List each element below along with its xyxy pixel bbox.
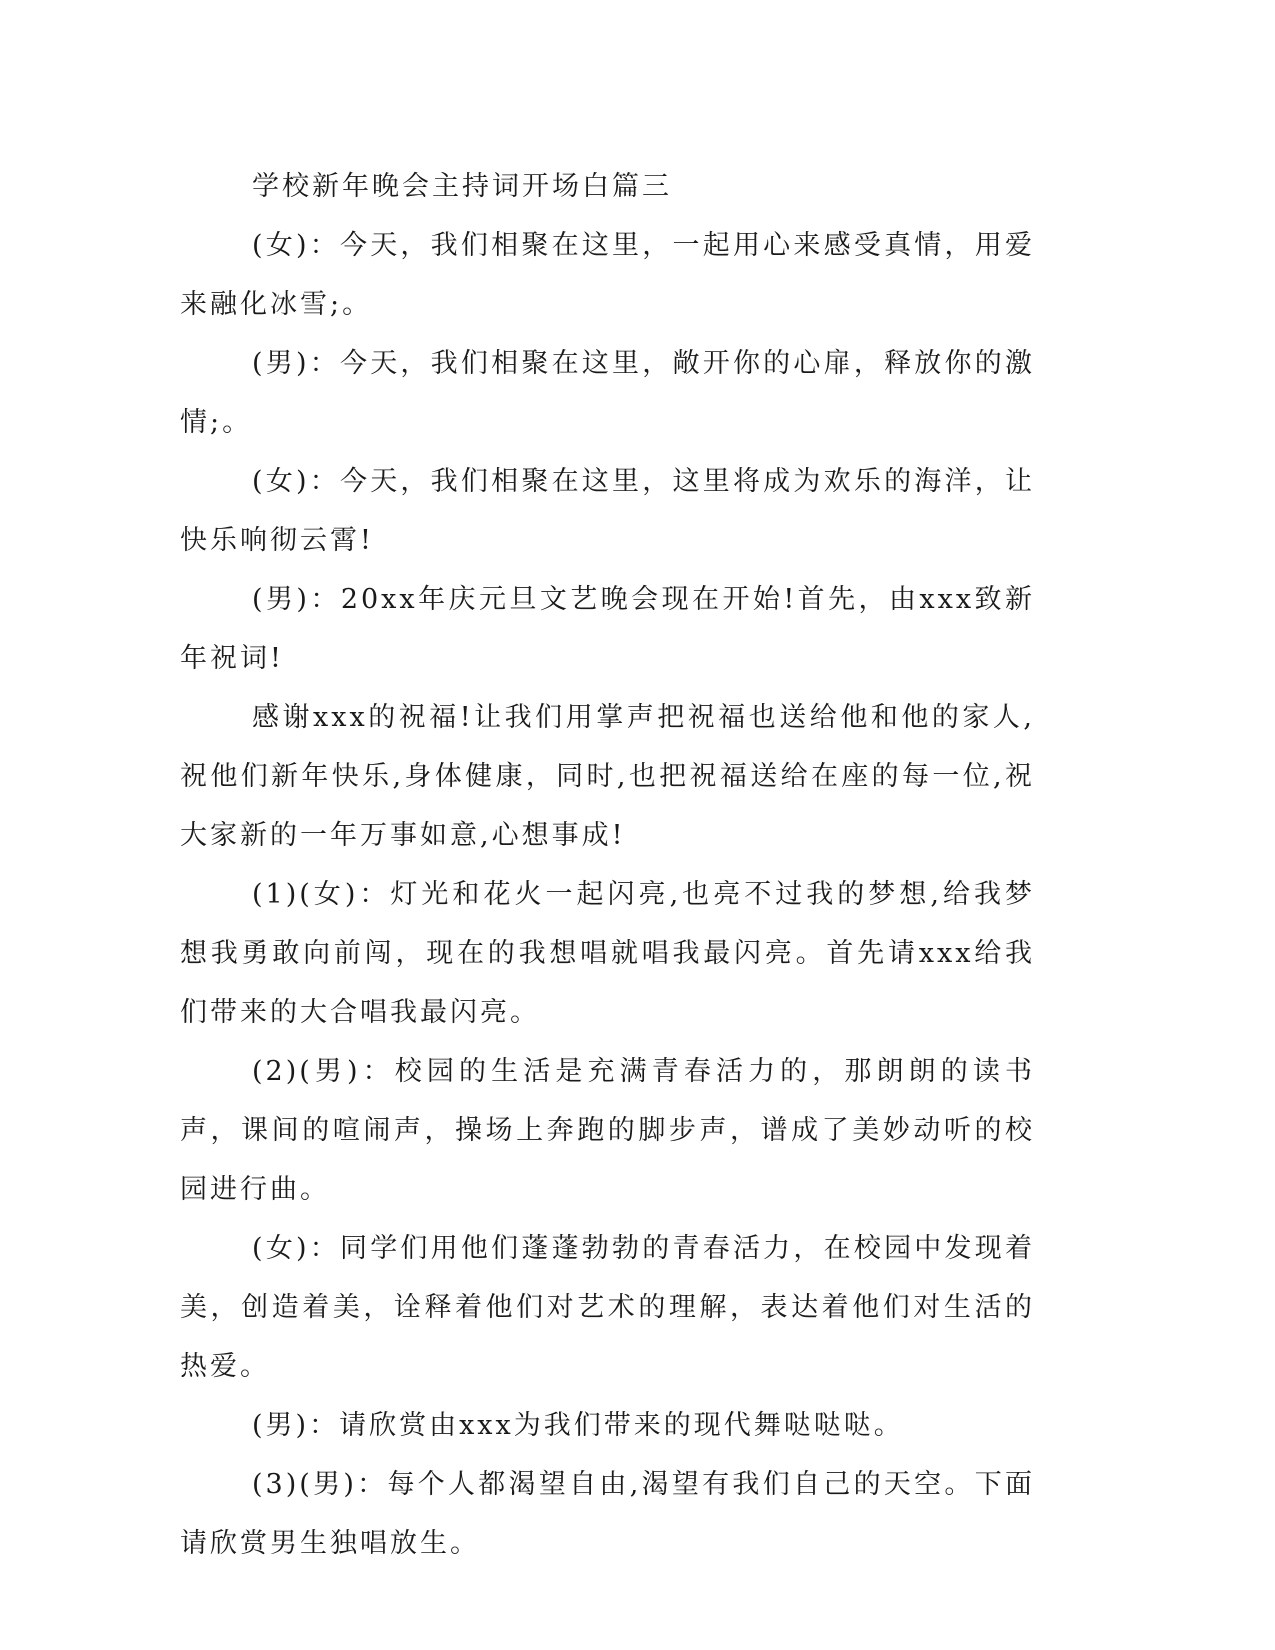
paragraph-6: (1)(女)：灯光和花火一起闪亮,也亮不过我的梦想,给我梦想我勇敢向前闯，现在的我想唱就唱我最闪亮。首先请xxx给我们带来的大合唱我最闪亮。 [180, 879, 1035, 1028]
paragraph-1: (女)：今天，我们相聚在这里，一起用心来感受真情，用爱来融化冰雪;。 [180, 230, 1035, 320]
paragraph-9: (男)：请欣赏由xxx为我们带来的现代舞哒哒哒。 [252, 1410, 904, 1441]
paragraph-8: (女)：同学们用他们蓬蓬勃勃的青春活力，在校园中发现着美，创造着美，诠释着他们对艺术的理解，表达着他们对生活的热爱。 [180, 1233, 1035, 1382]
document-body [180, 157, 1035, 1573]
paragraph-5: 感谢xxx的祝福!让我们用掌声把祝福也送给他和他的家人,祝他们新年快乐,身体健康，同时,也把祝福送给在座的每一位,祝大家新的一年万事如意,心想事成! [180, 702, 1035, 851]
paragraph-3: (女)：今天，我们相聚在这里，这里将成为欢乐的海洋，让快乐响彻云霄! [180, 466, 1035, 556]
paragraph-7: (2)(男)：校园的生活是充满青春活力的，那朗朗的读书声，课间的喧闹声，操场上奔跑的脚步声，谱成了美妙动听的校园进行曲。 [180, 1056, 1035, 1205]
paragraph-4: (男)：20xx年庆元旦文艺晚会现在开始!首先，由xxx致新年祝词! [180, 584, 1035, 674]
document-title: 学校新年晚会主持词开场白篇三 [252, 171, 672, 202]
paragraph-10: (3)(男)：每个人都渴望自由,渴望有我们自己的天空。下面请欣赏男生独唱放生。 [180, 1469, 1035, 1559]
paragraph-2: (男)：今天，我们相聚在这里，敞开你的心扉，释放你的激情;。 [180, 348, 1035, 438]
